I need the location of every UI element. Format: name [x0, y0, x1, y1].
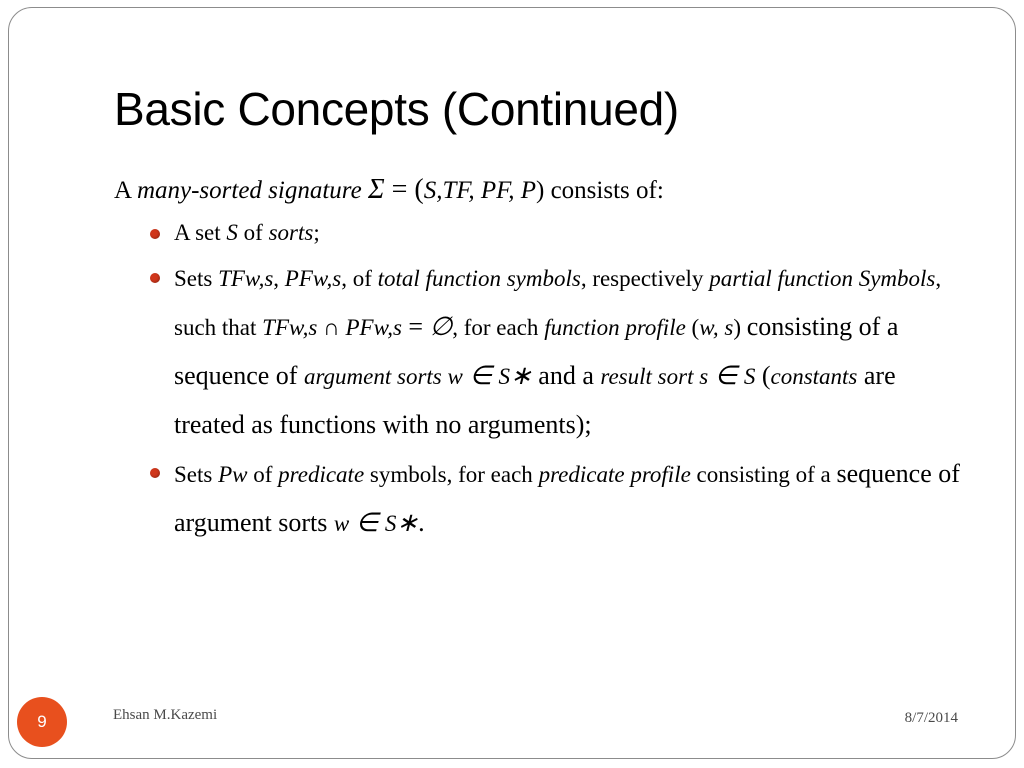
star-symbol: ∗ — [509, 361, 532, 390]
footer-author: Ehsan M.Kazemi — [113, 707, 218, 723]
slide-title: Basic Concepts (Continued) — [114, 83, 679, 135]
bullet-dot-icon — [150, 468, 160, 478]
math-pfws: PFw,s — [345, 315, 402, 340]
text: ( — [755, 361, 771, 390]
slide-number-badge: 9 — [17, 697, 67, 747]
math-s: S — [498, 364, 510, 389]
term-sorts: sorts — [268, 220, 314, 245]
bullet-list — [114, 211, 964, 548]
text: , such that — [174, 266, 942, 340]
equals-paren: = ( — [384, 174, 424, 205]
text: , for each — [452, 315, 545, 340]
bullet-dot-icon — [150, 273, 160, 283]
text: A set — [174, 220, 227, 245]
text: ; — [313, 220, 320, 245]
intersection-symbol: ∩ — [317, 315, 346, 340]
text: . — [418, 508, 425, 537]
term-many-sorted-signature: many-sorted signature — [136, 177, 362, 204]
math-w-s: w, s — [699, 315, 734, 340]
text: , respectively — [580, 266, 710, 291]
term-argument-sorts: argument sorts w — [303, 364, 463, 389]
math-w: w — [333, 511, 350, 536]
math-tfws: TFw,s — [262, 315, 318, 340]
text: Sets — [174, 462, 219, 487]
math-pfws: PFw,s — [284, 266, 342, 291]
signature-tuple: S,TF, PF, P — [423, 177, 536, 204]
text: Sets — [174, 266, 219, 291]
term-predicate: predicate — [278, 462, 365, 487]
intro-tail: ) consists of: — [536, 177, 664, 204]
bullet-item-function-symbols — [114, 255, 964, 450]
equals-sign: = — [401, 312, 430, 341]
bullet-item-predicate-symbols — [114, 450, 964, 548]
text: consisting of a — [690, 462, 837, 487]
text: of — [237, 220, 269, 245]
text: ( — [685, 315, 700, 340]
text: , of — [341, 266, 378, 291]
term-predicate-profile: predicate profile — [538, 462, 691, 487]
text: ) — [733, 315, 747, 340]
element-of-symbol: ∈ — [349, 508, 385, 537]
star-symbol: ∗ — [396, 508, 419, 537]
element-of-symbol: ∈ — [462, 361, 499, 390]
bullet-dot-icon — [150, 229, 160, 239]
term-partial-function-symbols: partial function Symbols — [709, 266, 936, 291]
math-tfws: TFw,s — [218, 266, 274, 291]
text: symbols, for each — [364, 462, 539, 487]
text: consisting of a sequence of — [174, 312, 899, 390]
math-s: S — [226, 220, 238, 245]
text: are treated as functions with no arguments); — [174, 361, 896, 439]
bullet-item-sorts — [114, 211, 964, 255]
term-constants: constants — [770, 364, 858, 389]
intro-line — [114, 170, 964, 211]
element-of-symbol: ∈ — [708, 361, 744, 390]
text: of — [247, 462, 279, 487]
math-pw: Pw — [218, 462, 248, 487]
term-total-function-symbols: total function symbols — [377, 266, 581, 291]
footer-date: 8/7/2014 — [904, 710, 958, 726]
text: and a — [531, 361, 601, 390]
math-s: S — [384, 511, 397, 536]
text: sequence of argument sorts — [174, 459, 960, 537]
intro-text: A — [114, 177, 137, 204]
slide-content — [114, 170, 964, 548]
sigma-symbol: Σ — [367, 174, 385, 205]
math-s: S — [743, 364, 756, 389]
text: , — [273, 266, 285, 291]
term-result-sort: result sort s — [600, 364, 709, 389]
term-function-profile: function profile — [544, 315, 686, 340]
empty-set-symbol: ∅ — [429, 312, 453, 341]
